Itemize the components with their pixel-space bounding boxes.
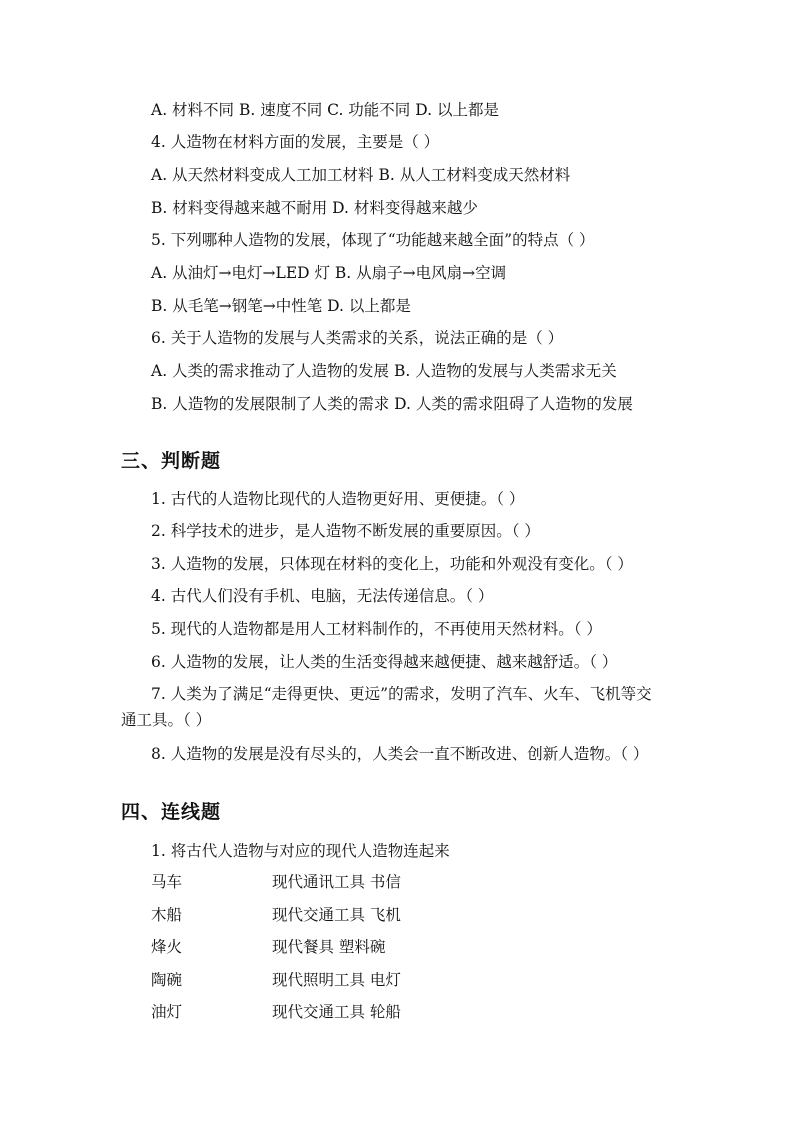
match-left-item: 马车 xyxy=(151,873,183,891)
q5-options-line2: B. 从毛笔→钢笔→中性笔 D. 以上都是 xyxy=(151,297,411,315)
q4-options-line2: B. 材料变得越来越不耐用 D. 材料变得越来越少 xyxy=(151,199,478,217)
match-right-item: 现代交通工具 飞机 xyxy=(272,906,401,924)
match-left-item: 木船 xyxy=(151,906,183,924)
tf-question-8: 8. 人造物的发展是没有尽头的，人类会一直不断改进、创新人造物。（ ） xyxy=(151,745,649,763)
match-left-item: 陶碗 xyxy=(151,971,183,989)
q6-options-line2: B. 人造物的发展限制了人类的需求 D. 人类的需求阻碍了人造物的发展 xyxy=(151,395,633,413)
tf-question-6: 6. 人造物的发展，让人类的生活变得越来越便捷、越来越舒适。（ ） xyxy=(151,653,618,671)
match-right-item: 现代照明工具 电灯 xyxy=(272,971,401,989)
section3-heading: 三、判断题 xyxy=(121,450,222,472)
q6-stem: 6. 关于人造物的发展与人类需求的关系，说法正确的是（ ） xyxy=(151,329,564,347)
tf-question-3: 3. 人造物的发展，只体现在材料的变化上，功能和外观没有变化。（ ） xyxy=(151,555,633,573)
q5-stem: 5. 下列哪种人造物的发展，体现了“功能越来越全面”的特点（ ） xyxy=(151,231,595,249)
tf-question-7-line1: 7. 人类为了满足“走得更快、更远”的需求，发明了汽车、火车、飞机等交 xyxy=(151,685,652,703)
q3-options: A. 材料不同 B. 速度不同 C. 功能不同 D. 以上都是 xyxy=(151,101,499,119)
q4-options-line1: A. 从天然材料变成人工加工材料 B. 从人工材料变成天然材料 xyxy=(151,166,571,184)
match-right-item: 现代餐具 塑料碗 xyxy=(272,938,386,956)
match-right-item: 现代交通工具 轮船 xyxy=(272,1003,401,1021)
tf-question-4: 4. 古代人们没有手机、电脑，无法传递信息。（ ） xyxy=(151,587,494,605)
match-left-item: 油灯 xyxy=(151,1003,183,1021)
section4-heading: 四、连线题 xyxy=(121,801,222,823)
tf-question-1: 1. 古代的人造物比现代的人造物更好用、更便捷。（ ） xyxy=(151,490,525,508)
q6-options-line1: A. 人类的需求推动了人造物的发展 B. 人造物的发展与人类需求无关 xyxy=(151,362,617,380)
match-right-item: 现代通讯工具 书信 xyxy=(272,873,401,891)
tf-question-2: 2. 科学技术的进步，是人造物不断发展的重要原因。（ ） xyxy=(151,522,540,540)
q5-options-line1: A. 从油灯→电灯→LED 灯 B. 从扇子→电风扇→空调 xyxy=(151,264,507,282)
q4-stem: 4. 人造物在材料方面的发展，主要是（ ） xyxy=(151,133,440,151)
match-question-1-stem: 1. 将古代人造物与对应的现代人造物连起来 xyxy=(151,842,450,860)
tf-question-5: 5. 现代的人造物都是用人工材料制作的，不再使用天然材料。（ ） xyxy=(151,620,602,638)
match-left-item: 烽火 xyxy=(151,938,183,956)
tf-question-7 xyxy=(121,678,681,736)
tf-question-7-line2: 通工具。（ ） xyxy=(121,711,212,729)
